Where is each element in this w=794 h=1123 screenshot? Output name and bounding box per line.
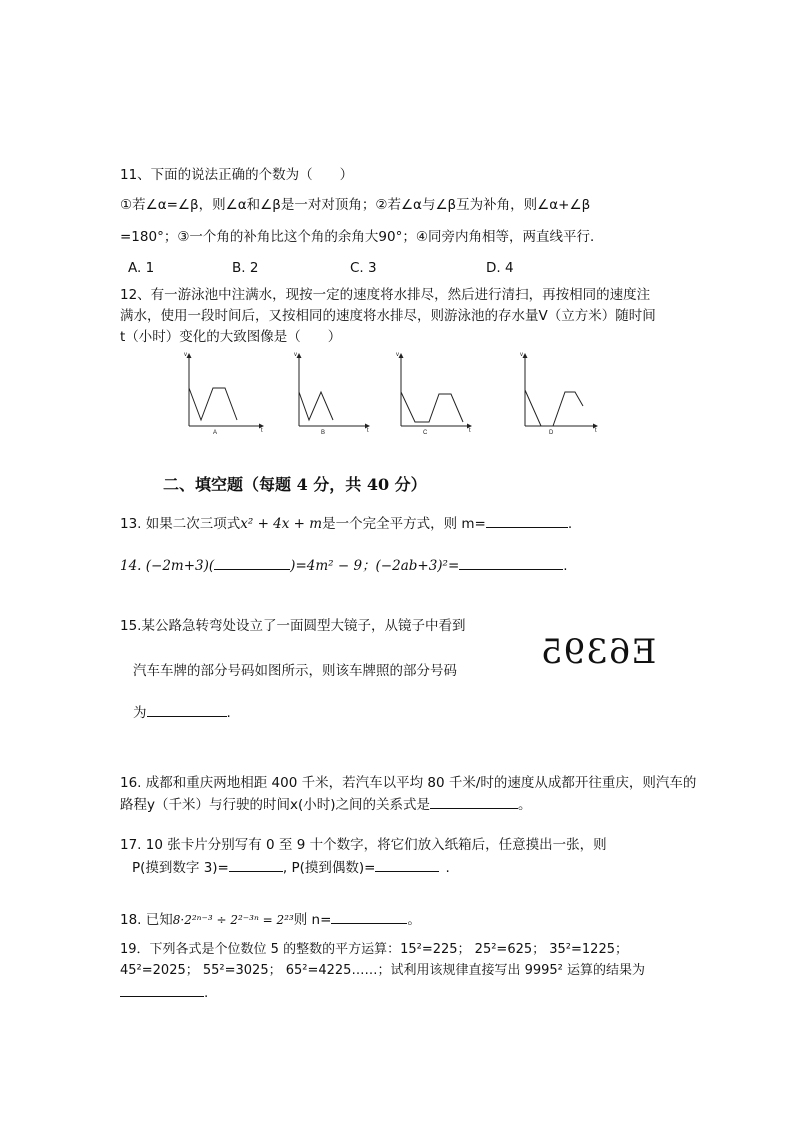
q13-line [120,514,572,533]
q12-line1: 12、有一游泳池中注满水，现按一定的速度将水排尽，然后进行清扫，再按相同的速度注 [120,287,651,303]
q18-answer-blank[interactable] [331,910,407,924]
q12-graphs [175,348,605,443]
q13-prefix: 13. 如果二次三项式 [120,516,241,532]
section-2-heading: 二、填空题（每题 4 分，共 40 分） [163,475,427,494]
q13-expression: x² + 4x + m [240,516,323,532]
q18-end: 。 [407,912,421,928]
q15-line3 [133,703,231,722]
q18-expression: 8·2²ⁿ⁻³ ÷ 2²⁻³ⁿ = 2²³ [172,913,294,927]
q14-line [120,556,568,575]
graph-c-label: C [423,430,428,436]
q16-line2 [120,795,532,814]
mirrored-license-plate: E6395 [540,632,657,672]
graph-d-label: D [549,430,554,436]
q15-line2: 汽车车牌的部分号码如图所示，则该车牌照的部分号码 [133,663,457,679]
q19-line2: 45²=2025； 55²=3025； 65²=4225……；试利用该规律直接写出 9995² 运算的结果为 [120,963,646,978]
graph-a [184,352,263,436]
q14-answer-blank-2[interactable] [459,556,563,570]
q16-line2-text: 路程y（千米）与行驶的时间x(小时)之间的关系式是 [120,797,431,813]
q19-line3 [120,983,208,1002]
q11-option-c: C. 3 [350,260,377,276]
q11-option-a: A. 1 [128,260,155,276]
graph-c-y-axis-label: v [396,352,399,358]
q11-statement-line1: ①若∠α=∠β，则∠α和∠β是一对对顶角；②若∠α与∠β互为补角，则∠α+∠β [120,197,591,213]
q15-answer-blank[interactable] [147,703,227,717]
q14-part2: )=4m² − 9；(−2ab+3)²= [290,558,460,574]
q18-suffix: 则 n= [293,912,332,928]
q11-statement-line2: =180°；③一个角的补角比这个角的余角大90°；④同旁内角相等，两直线平行． [120,229,604,245]
q15-end: . [226,705,231,721]
q15-line3-prefix: 为 [133,705,147,721]
graph-b-label: B [321,430,326,436]
q17-answer-blank-2[interactable] [375,858,439,872]
q13-answer-blank[interactable] [486,514,568,528]
q14-answer-blank-1[interactable] [214,556,290,570]
q19-end: . [204,985,209,1001]
q14-part1: 14. (−2m+3)( [120,558,215,574]
graph-b-y-axis-label: v [294,352,297,358]
q17-line1: 17. 10 张卡片分别写有 0 至 9 十个数字，将它们放入纸箱后，任意摸出一张，则 [120,837,607,853]
graph-b-x-axis-label: t [367,428,369,434]
graph-d [520,352,597,436]
graph-d-y-axis-label: v [520,352,523,358]
q13-suffix: 是一个完全平方式，则 m= [322,516,486,532]
q15-line1: 15.某公路急转弯处设立了一面圆型大镜子，从镜子中看到 [120,618,466,634]
q11-option-b: B. 2 [232,260,259,276]
graph-c [396,352,471,436]
q19-line1: 19．下列各式是个位数位 5 的整数的平方运算：15²=225； 25²=625； 35²=1225； [120,942,628,957]
q17-line2 [132,858,450,877]
q14-end: . [563,558,568,574]
q11-title: 11、下面的说法正确的个数为（ ） [120,167,354,183]
q16-line1: 16. 成都和重庆两地相距 400 千米，若汽车以平均 80 千米/时的速度从成都开往重庆，则汽车的 [120,775,697,791]
q13-end: . [567,516,573,532]
graph-a-y-axis-label: v [184,352,187,358]
q17-p-three: P(摸到数字 3)= [132,860,229,876]
q17-p-even: , P(摸到偶数)= [282,860,376,876]
graph-a-x-axis-label: t [261,428,263,434]
q12-line2: 满水，使用一段时间后，又按相同的速度将水排尽，则游泳池的存水量V（立方米）随时间 [120,308,656,324]
q18-line [120,910,421,929]
graph-c-x-axis-label: t [469,428,471,434]
q19-answer-blank[interactable] [120,983,204,997]
q17-end: . [445,860,450,876]
graph-b [294,352,369,436]
q12-line3: t（小时）变化的大致图像是（ ） [120,329,342,345]
graph-a-label: A [213,430,218,436]
graph-d-x-axis-label: t [595,428,597,434]
q17-answer-blank-1[interactable] [229,858,283,872]
q16-answer-blank[interactable] [430,795,518,809]
q18-prefix: 18. 已知 [120,912,173,928]
q11-option-d: D. 4 [486,260,514,276]
q16-end: 。 [518,797,532,813]
